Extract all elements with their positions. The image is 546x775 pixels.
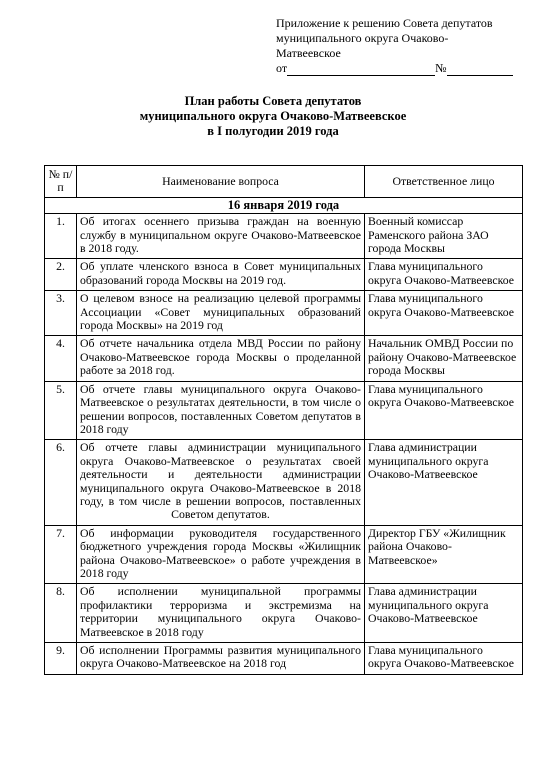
row-question: Об отчете начальника отдела МВД России по району Очаково-Матвеевское города Москвы о проделанной работе за 2018 год. bbox=[77, 336, 365, 381]
row-question: Об отчете главы администрации муниципального округа Очаково-Матвеевское о результатах своей деятельности и деятельности администрации муниципального округа Очаково-Матвеевское в 2018 году, в том числе в решении вопросов, поставленных Советом депутатов. bbox=[77, 440, 365, 525]
header-num: № п/п bbox=[45, 166, 77, 198]
row-number: 4. bbox=[45, 336, 77, 381]
row-number: 3. bbox=[45, 291, 77, 336]
date-blank bbox=[287, 63, 435, 76]
row-responsible: Глава муниципального округа Очаково-Матвеевское bbox=[365, 291, 523, 336]
title-line-2: муниципального округа Очаково-Матвеевское bbox=[139, 109, 407, 123]
row-number: 1. bbox=[45, 214, 77, 259]
title-line-3: в I полугодии 2019 года bbox=[207, 124, 339, 138]
row-number: 5. bbox=[45, 381, 77, 440]
table-row bbox=[45, 643, 523, 675]
table-row bbox=[45, 525, 523, 584]
row-number: 2. bbox=[45, 259, 77, 291]
appendix-line-1: Приложение к решению Совета депутатов bbox=[276, 16, 493, 30]
header-responsible: Ответственное лицо bbox=[365, 166, 523, 198]
table-row bbox=[45, 584, 523, 643]
row-question: О целевом взносе на реализацию целевой программы Ассоциации «Совет муниципальных образований города Москвы» на 2019 год bbox=[77, 291, 365, 336]
row-number: 8. bbox=[45, 584, 77, 643]
row-responsible: Глава муниципального округа Очаково-Матвеевское bbox=[365, 259, 523, 291]
appendix-line-2: муниципального округа Очаково- bbox=[276, 31, 449, 45]
table-row bbox=[45, 440, 523, 525]
row-responsible: Военный комиссар Раменского района ЗАО города Москвы bbox=[365, 214, 523, 259]
from-label: от bbox=[276, 61, 288, 75]
appendix-line-3: Матвеевское bbox=[276, 46, 341, 60]
table-row bbox=[45, 336, 523, 381]
row-number: 9. bbox=[45, 643, 77, 675]
row-question: Об уплате членского взноса в Совет муниципальных образований города Москвы на 2019 год. bbox=[77, 259, 365, 291]
row-question: Об итогах осеннего призыва граждан на военную службу в муниципальном округе Очаково-Матвеевское в 2018 году. bbox=[77, 214, 365, 259]
row-responsible: Глава администрации муниципального округа Очаково-Матвеевское bbox=[365, 584, 523, 643]
document-title bbox=[0, 94, 546, 139]
row-question: Об отчете главы муниципального округа Очаково-Матвеевское о результатах деятельности, в том числе о решении вопросов, поставленных Советом депутатов в 2018 году bbox=[77, 381, 365, 440]
row-question: Об исполнении муниципальной программы профилактики терроризма и экстремизма на территории муниципального округа Очаково-Матвеевское в 2018 году bbox=[77, 584, 365, 643]
appendix-block bbox=[276, 16, 526, 76]
row-question: Об информации руководителя государственного бюджетного учреждения города Москвы «Жилищник района Очаково-Матвеевское» о работе учреждения в 2018 году bbox=[77, 525, 365, 584]
table-row bbox=[45, 291, 523, 336]
appendix-signature-line bbox=[276, 61, 526, 76]
row-responsible: Глава муниципального округа Очаково-Матвеевское bbox=[365, 381, 523, 440]
meeting-date: 16 января 2019 года bbox=[45, 197, 523, 213]
table-header-row bbox=[45, 166, 523, 198]
date-row bbox=[45, 197, 523, 213]
row-responsible: Начальник ОМВД России по району Очаково-Матвеевское города Москвы bbox=[365, 336, 523, 381]
table-row bbox=[45, 214, 523, 259]
work-plan-table bbox=[44, 165, 523, 675]
row-responsible: Директор ГБУ «Жилищник района Очаково-Матвеевское» bbox=[365, 525, 523, 584]
row-number: 7. bbox=[45, 525, 77, 584]
row-number: 6. bbox=[45, 440, 77, 525]
row-responsible: Глава администрации муниципального округа Очаково-Матвеевское bbox=[365, 440, 523, 525]
row-responsible: Глава муниципального округа Очаково-Матвеевское bbox=[365, 643, 523, 675]
number-label: № bbox=[435, 61, 447, 75]
row-question: Об исполнении Программы развития муниципального округа Очаково-Матвеевское на 2018 год bbox=[77, 643, 365, 675]
table-row bbox=[45, 381, 523, 440]
header-question: Наименование вопроса bbox=[77, 166, 365, 198]
number-blank bbox=[447, 63, 513, 76]
title-line-1: План работы Совета депутатов bbox=[184, 94, 362, 108]
table-row bbox=[45, 259, 523, 291]
